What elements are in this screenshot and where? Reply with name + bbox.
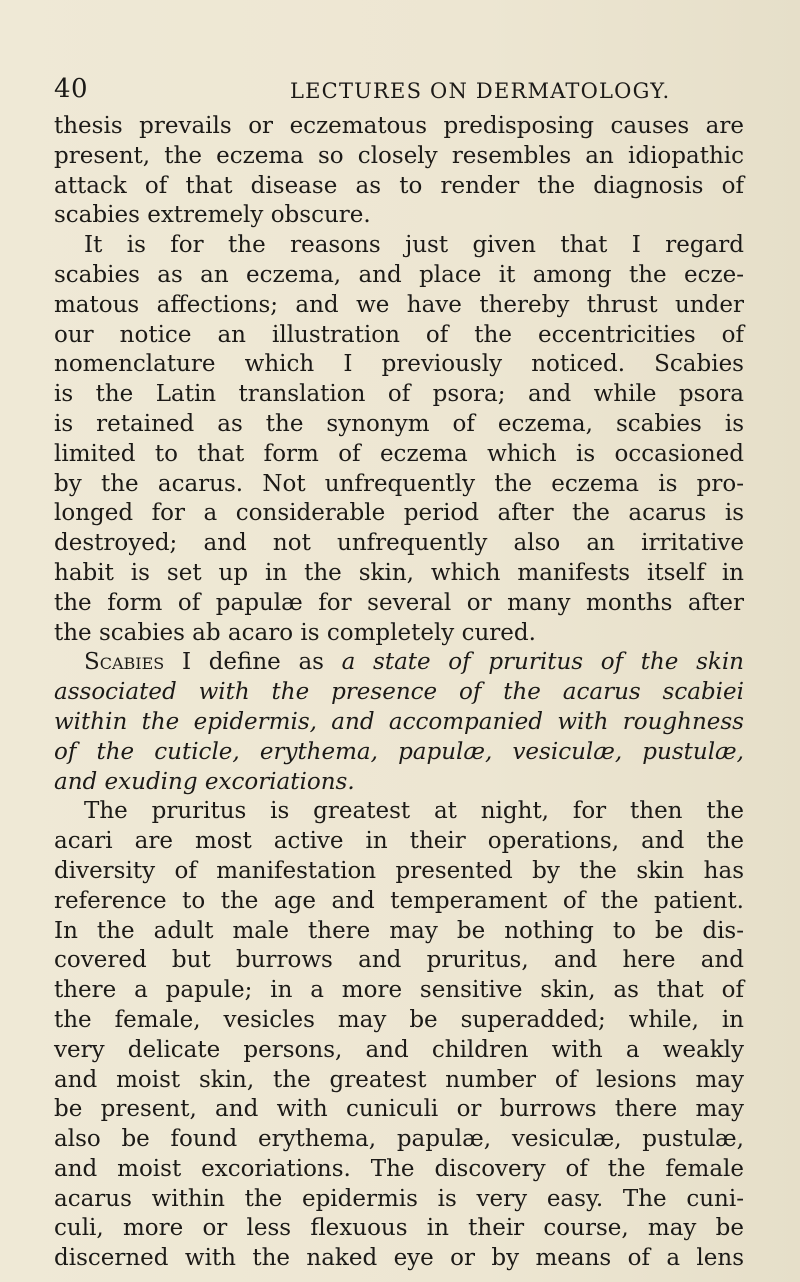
- text-line: thesis prevails or eczematous predisposing causes are: [54, 113, 744, 139]
- text-line: there a papule; in a more sensitive skin, as that of: [54, 977, 744, 1004]
- text-line: matous affections; and we have thereby thrust under: [54, 291, 744, 318]
- text-line: also be found erythema, papulæ, vesiculæ, pustulæ,: [54, 1126, 744, 1153]
- text-line: habit is set up in the skin, which manifests itself in: [54, 559, 744, 586]
- definition-text: a state of pruritus of the skin: [341, 649, 744, 676]
- text-line: very delicate persons, and children with a weakly: [54, 1036, 744, 1063]
- text-line: covered but burrows and pruritus, and here and: [54, 947, 744, 974]
- text-line: In the adult male there may be nothing to be dis-: [54, 917, 744, 944]
- text-line: present, the eczema so closely resembles an idiopathic: [54, 142, 744, 169]
- definition-line: and exuding excoriations.: [54, 768, 355, 795]
- page-number: 40: [54, 74, 89, 104]
- text-line: discerned with the naked eye or by means of a lens: [54, 1245, 744, 1272]
- text-line: diversity of manifestation presented by the skin has: [54, 857, 744, 884]
- paragraph-start-line: It is for the reasons just given that I regard: [84, 232, 744, 259]
- running-head: LECTURES ON DERMATOLOGY.: [290, 79, 671, 103]
- text-line: be present, and with cuniculi or burrows there may: [54, 1096, 744, 1123]
- text-line: is the Latin translation of psora; and while psora: [54, 381, 744, 408]
- definition-line: associated with the presence of the acarus scabiei: [54, 679, 744, 706]
- text-line: longed for a considerable period after the acarus is: [54, 500, 744, 527]
- text-line: the form of papulæ for several or many months after: [54, 589, 744, 616]
- definition-line: within the epidermis, and accompanied with roughness: [54, 708, 744, 735]
- body-text: [54, 112, 744, 1274]
- definition-line: of the cuticle, erythema, papulæ, vesiculæ, pustulæ,: [54, 738, 744, 765]
- text-line: culi, more or less flexuous in their course, may be: [54, 1215, 744, 1242]
- text-line: acari are most active in their operations, and the: [54, 828, 744, 855]
- text-line: nomenclature which I previously noticed. Scabies: [54, 351, 744, 378]
- text-line: acarus within the epidermis is very easy. The cuni-: [54, 1185, 744, 1212]
- text-line: attack of that disease as to render the diagnosis of: [54, 172, 744, 199]
- definition-intro: I define as: [164, 649, 342, 676]
- text-line: the scabies ab acaro is completely cured.: [54, 619, 536, 646]
- text-line: scabies extremely obscure.: [54, 202, 371, 229]
- text-line: our notice an illustration of the eccentricities of: [54, 321, 744, 348]
- definition-term: Scabies: [84, 649, 165, 676]
- paragraph-start-line: The pruritus is greatest at night, for then the: [84, 798, 744, 825]
- text-line: the female, vesicles may be superadded; while, in: [54, 1006, 744, 1033]
- text-line: scabies as an eczema, and place it among the ecze-: [54, 261, 744, 288]
- text-line: limited to that form of eczema which is occasioned: [54, 440, 744, 467]
- definition-first-line: [54, 648, 744, 678]
- text-line: and moist excoriations. The discovery of the female: [54, 1155, 744, 1182]
- text-line: by the acarus. Not unfrequently the eczema is pro-: [54, 470, 744, 497]
- text-line: destroyed; and not unfrequently also an irritative: [54, 530, 744, 557]
- text-line: reference to the age and temperament of the patient.: [54, 887, 744, 914]
- text-line: is retained as the synonym of eczema, scabies is: [54, 410, 744, 437]
- text-line: and moist skin, the greatest number of lesions may: [54, 1066, 744, 1093]
